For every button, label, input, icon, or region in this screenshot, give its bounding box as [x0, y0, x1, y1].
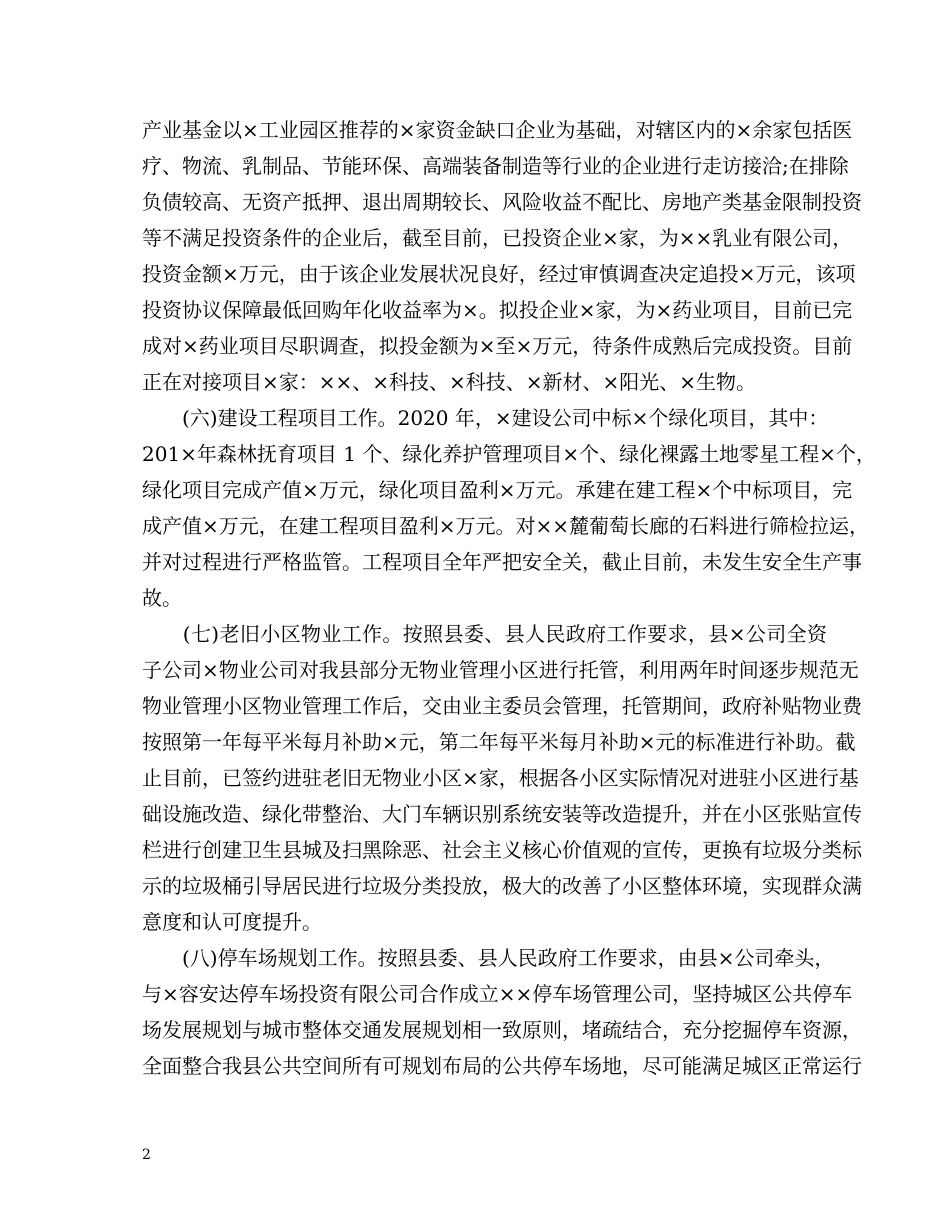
text-line: 产业基金以×工业园区推荐的×家资金缺口企业为基础，对辖区内的×余家包括医: [142, 118, 853, 142]
text-line: 负债较高、无资产抵押、退出周期较长、风险收益不配比、房地产类基金限制投资: [142, 190, 862, 214]
text-line: 场发展规划与城市整体交通发展规划相一致原则，堵疏结合，充分挖掘停车资源，: [142, 1018, 862, 1042]
text-line: 投资金额×万元，由于该企业发展状况良好，经过审慎调查决定追投×万元，该项: [142, 262, 856, 286]
text-line: 止目前，已签约进驻老旧无物业小区×家，根据各小区实际情况对进驻小区进行基: [142, 766, 859, 790]
document-body: [142, 112, 876, 1084]
text-line: 成产值×万元，在建工程项目盈利×万元。对××麓葡萄长廊的石料进行筛检拉运，: [142, 514, 870, 538]
text-line: 示的垃圾桶引导居民进行垃圾分类投放，极大的改善了小区整体环境，实现群众满: [142, 874, 862, 898]
text-line: 全面整合我县公共空间所有可规划布局的公共停车场地，尽可能满足城区正常运行: [142, 1054, 862, 1078]
text-line: 绿化项目完成产值×万元，绿化项目盈利×万元。承建在建工程×个中标项目，完: [142, 478, 853, 502]
text-line: 与×容安达停车场投资有限公司合作成立××停车场管理公司，坚持城区公共停车: [142, 982, 853, 1006]
text-line: 子公司×物业公司对我县部分无物业管理小区进行托管，利用两年时间逐步规范无: [142, 658, 859, 682]
text-line: (六)建设工程项目工作。2020 年，×建设公司中标×个绿化项目，其中：: [142, 406, 829, 430]
text-line: 故。: [142, 586, 182, 610]
text-line: 按照第一年每平米每月补助×元，第二年每平米每月补助×元的标准进行补助。截: [142, 730, 856, 754]
text-line: (八)停车场规划工作。按照县委、县人民政府工作要求，由县×公司牵头，: [142, 946, 835, 970]
text-line: 投资协议保障最低回购年化收益率为×。拟投企业×家，为×药业项目，目前已完: [142, 298, 853, 322]
paragraph-parking-planning: [142, 940, 862, 1084]
text-line: 等不满足投资条件的企业后，截至目前，已投资企业×家，为××乳业有限公司，: [142, 226, 853, 250]
text-line: 础设施改造、绿化带整治、大门车辆识别系统安装等改造提升，并在小区张贴宣传: [142, 802, 862, 826]
paragraph-construction-projects: [142, 400, 876, 616]
text-line: (七)老旧小区物业工作。按照县委、县人民政府工作要求，县×公司全资: [142, 622, 827, 646]
text-line: 201×年森林抚育项目 1 个、绿化养护管理项目×个、绿化裸露土地零星工程×个，: [142, 442, 876, 466]
text-line: 并对过程进行严格监管。工程项目全年严把安全关，截止目前，未发生安全生产事: [142, 550, 862, 574]
page-number: 2: [142, 1147, 151, 1163]
text-line: 栏进行创建卫生县城及扫黑除恶、社会主义核心价值观的宣传，更换有垃圾分类标: [142, 838, 862, 862]
text-line: 正在对接项目×家：××、×科技、×科技、×新材、×阳光、×生物。: [142, 370, 757, 394]
text-line: 意度和认可度提升。: [142, 910, 322, 934]
paragraph-investment: [142, 112, 862, 400]
text-line: 疗、物流、乳制品、节能环保、高端装备制造等行业的企业进行走访接洽;在排除: [142, 154, 849, 178]
paragraph-old-community-property: [142, 616, 862, 940]
text-line: 成对×药业项目尽职调查，拟投金额为×至×万元，待条件成熟后完成投资。目前: [142, 334, 853, 358]
text-line: 物业管理小区物业管理工作后，交由业主委员会管理，托管期间，政府补贴物业费: [142, 694, 862, 718]
